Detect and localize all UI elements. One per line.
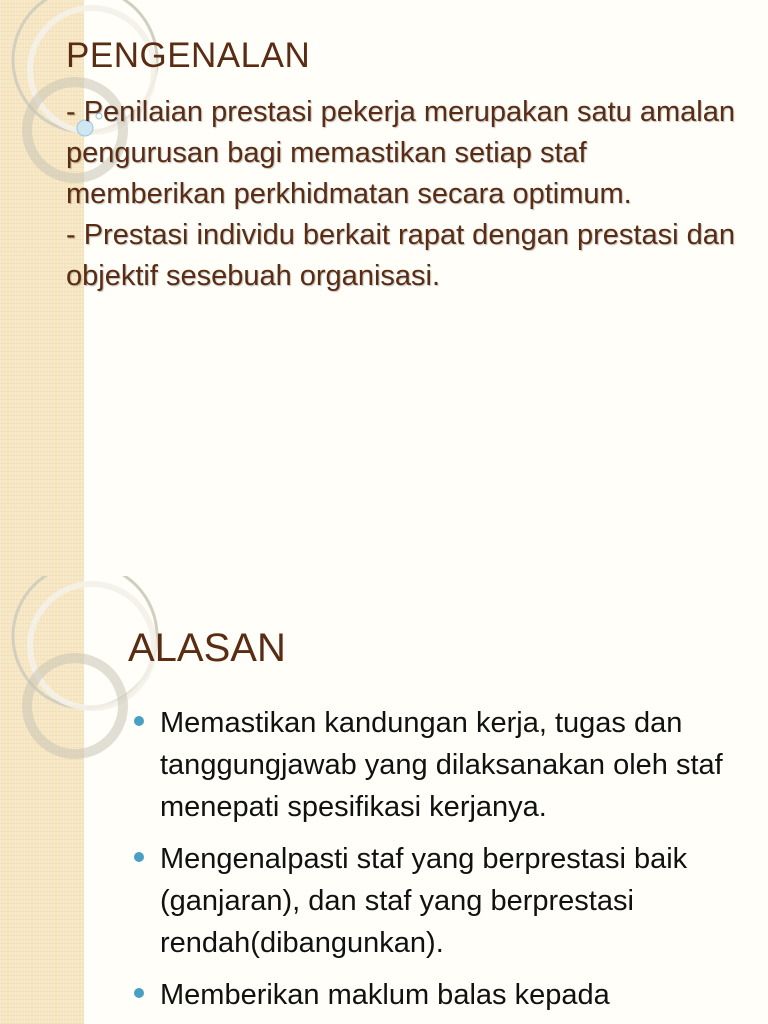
list-item: [130, 838, 750, 964]
intro-paragraph: - Prestasi individu berkait rapat dengan prestasi dan objektif sesebuah organisasi.: [66, 219, 735, 292]
bullet-dot-icon: [134, 988, 144, 998]
slide-title: PENGENALAN: [66, 36, 311, 75]
bullet-dot-icon: [134, 716, 144, 726]
intro-paragraph: - Penilaian prestasi pekerja merupakan satu amalan pengurusan bagi memastikan setiap staf memberikan perkhidmatan secara optimum.: [66, 96, 735, 210]
slide-body: [66, 92, 746, 297]
slide-alasan: [0, 576, 768, 1024]
list-item-text: Memastikan kandungan kerja, tugas dan tanggungjawab yang dilaksanakan oleh staf menepati spesifikasi kerjanya.: [160, 707, 723, 823]
list-item-text: Memberikan maklum balas kepada: [160, 979, 610, 1011]
list-item: [130, 702, 750, 828]
slide-title: ALASAN: [128, 626, 286, 670]
bullet-list: [130, 702, 750, 1024]
list-item: [130, 974, 750, 1016]
list-item-text: Mengenalpasti staf yang berprestasi baik (ganjaran), dan staf yang berprestasi rendah(dibangunkan).: [160, 843, 688, 959]
bullet-dot-icon: [134, 852, 144, 862]
